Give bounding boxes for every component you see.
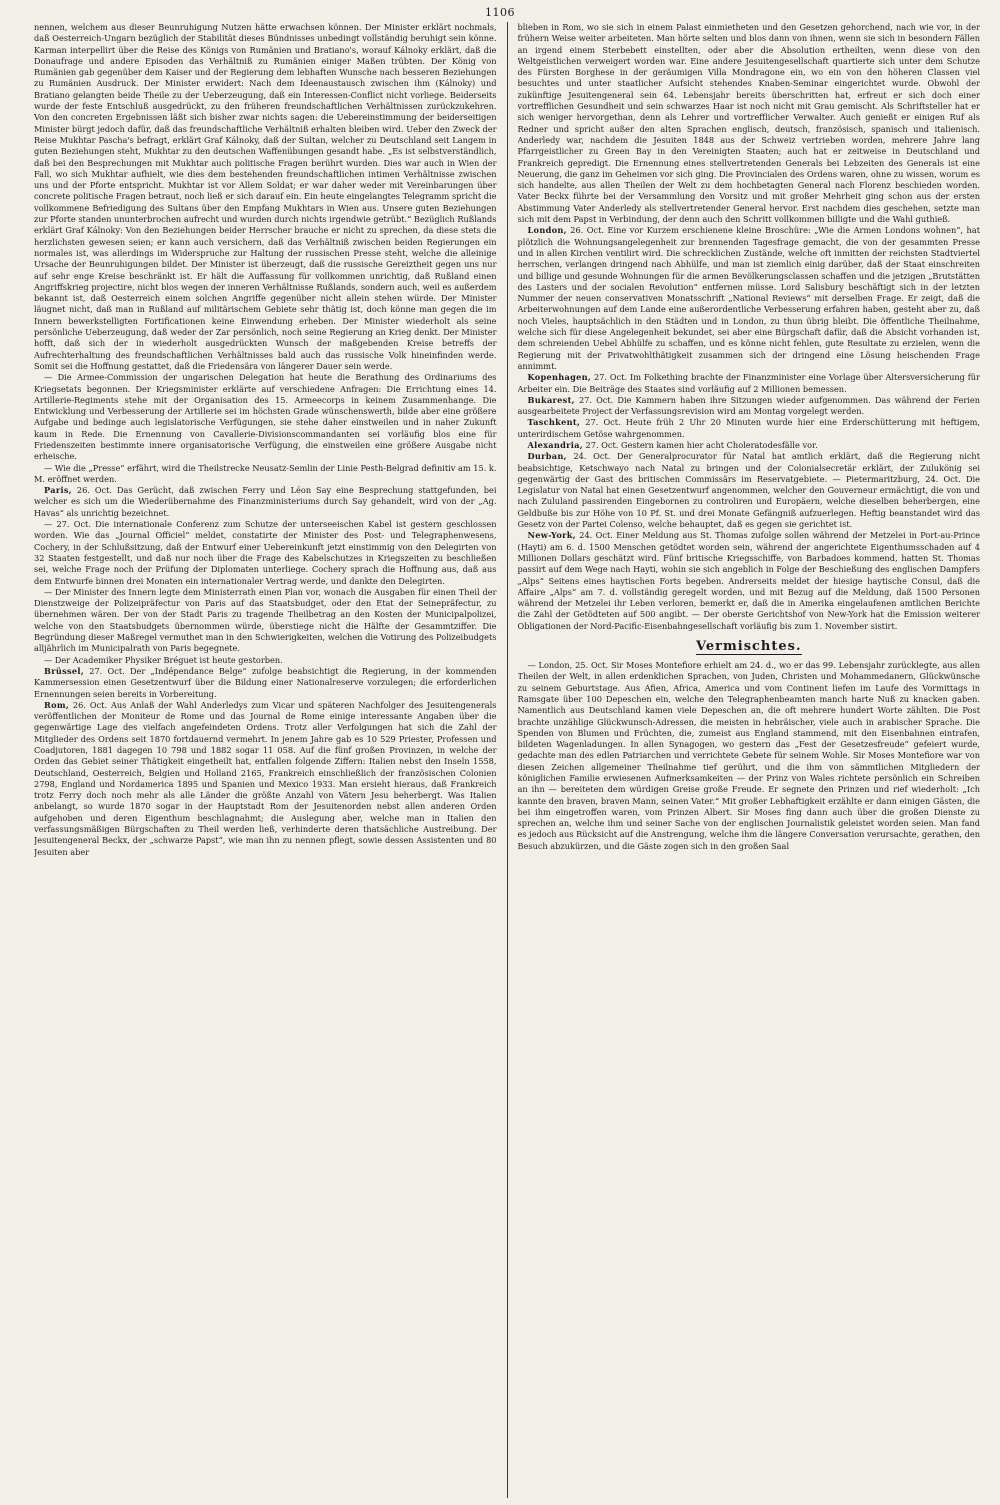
article-paragraph (518, 395, 981, 418)
paragraph-text: blieben in Rom, wo sie sich in einem Palast einmietheten und den Gesetzen gehorchend, nach wie vor, in der frühern Weise weiter arbeiteten. Man hörte selten und blos dann von ihnen, wenn sie sich in besondern Fällen an irgend einem Sterbebett einstellten, oder aber die Absolution ertheilten, wenn diese von den Weltgeistlichen verweigert worden war. Eine andere Jesuitengesellschaft quartierte sich unter dem Schutze des Fürsten Borghese in der geräumigen Villa Mondragone ein, wo ein von den höheren Classen viel besuchtes und unter staatlicher Aufsicht stehendes Knaben-Seminar eingerichtet wurde. Obwohl der zukünftige Jesuitengeneral sein 64. Lebensjahr bereits überschritten hat, erfreut er sich doch einer vortrefflichen Gesundheit und sein schwarzes Haar ist noch nicht mit Grau gemischt. Als Schriftsteller hat er sich weniger hervorgethan, denn als Lehrer und vortrefflicher Verwalter. Auch genießt er einigen Ruf als Redner und spricht außer den alten Sprachen englisch, deutsch, französisch, spanisch und italienisch. Anderledy war, nachdem die Jesuiten 1848 aus der Schweiz vertrieben worden, mehrere Jahre lang Pfarrgeistlicher zu Green Bay in den Vereinigten Staaten; auch hat er zeitweise in Deutschland und Frankreich gepredigt. Die Ernennung eines stellvertretenden Generals bei Lebzeiten des Generals ist eine Neuerung, die ganz im Geheimen vor sich ging. Die Provincialen des Ordens waren, ohne zu wissen, worum es sich handelte, aus allen Theilen der Welt zu dem hochbetagten General nach Florenz beschieden worden. Vater Beckx führte bei der Versammlung den Vorsitz und mit großer Mehrheit ging schon aus der ersten Abstimmung Vater Anderledy als stellvertretender General hervor. Erst nachdem dies geschehen, setzte man sich mit dem Papst in Verbindung, der denn auch den Schritt vollkommen billigte und die Wahl guthieß. (517, 22, 980, 225)
paragraph-text: — Der Academiker Physiker Bréguet ist heute gestorben. (44, 654, 283, 665)
paragraph-text: 27. Oct. Gestern kamen hier acht Choleratodesfälle vor. (582, 439, 818, 450)
paragraph-text: 24. Oct. Einer Meldung aus St. Thomas zufolge sollen während der Metzelei in Port-au-Prince (Hayti) am 6. d. 1500 Menschen getödtet worden sein, während der angerichtete Eigenthumsschaden auf 4 Millionen Dollars geschätzt wird. Fünf britische Kriegsschiffe, von Barbadoes kommend, hatten St. Thomas passirt auf dem Wege nach Hayti, wohin sie sich angeblich in Folge der Beschießung des englischen Dampfers „Alps“ Seitens eines haytischen Forts begeben. Andrerseits meldet der hiesige haytische Consul, daß die Affaire „Alps“ am 7. d. vollständig geregelt worden, und mit Bezug auf die Meldung, daß 1500 Personen während der Metzelei ihr Leben verloren, bemerkt er, daß die in Amerika eingelaufenen amtlichen Berichte die Zahl der Getödteten auf 500 angibt. — Der oberste Gerichtshof von New-York hat die Emission weiterer Obligationen der Nord-Pacific-Eisenbahngesellschaft vorläufig bis zum 1. November sistirt. (517, 530, 980, 631)
paragraph-text: — London, 25. Oct. Sir Moses Montefiore erhielt am 24. d., wo er das 99. Lebensjahr zurücklegte, aus allen Theilen der Welt, in allen erdenklichen Sprachen, von Juden, Christen und Mohammedanern, Glückwünsche zu seinem Geburtstage. Aus Afien, Africa, America und vom Continent liefen im Laufe des Vormittags in Ramsgate über 100 Depeschen ein, welche den Telegraphenbeamten manch harte Nuß zu knacken gaben. Namentlich aus Deutschland kamen viele Depeschen an, die oft mehrere hundert Worte zählten. Die Post brachte unzählige Glückwunsch-Adressen, die meisten in hebräischer, viele auch in arabischer Sprache. Die Spenden von Blumen und Früchten, die, zumeist aus England stammend, mit den Eisenbahnen eintrafen, bildeten Wagenladungen. In allen Synagogen, wo gestern das „Fest der Gesetzesfreude“ gefeiert wurde, gedachte man des edlen Patriarchen und verrichtete Gebete für seinem Wohle. Sir Moses Montefiore war von diesen Zeichen allgemeiner Theilnahme tief gerührt, und die ihm von sämmtlichen Mitgliedern der königlichen Familie erwiesenen Aufmerksamkeiten — der Prinz von Wales richtete persönlich ein Schreiben an ihn — bereiteten dem würdigen Greise große Freude. Er segnete den Prinzen und rief wiederholt: „Ich kannte den braven, braven Mann, seinen Vater.“ Mit großer Lebhaftigkeit erzählte er dann einigen Gästen, die bei ihm eingetroffen waren, vom Prinzen Albert. Sir Moses fing dann auch über die großen Dienste zu sprechen an, welche ihm und seiner Sache von der englischen Journalistik geleistet worden seien. Man fand es jedoch aus Rücksicht auf die Anstrengung, welche ihm die längere Conversation verursachte, gerathen, den Besuch abzukürzen, und die Gäste zogen sich in den großen Saal (517, 660, 980, 851)
left-column (34, 22, 497, 1498)
article-paragraph (34, 700, 497, 858)
paragraph-text: 27. Oct. Der „Indépendance Belge“ zufolge beabsichtigt die Regierung, in der kommenden Kammersession einen Gesetzentwurf über die Bildung einer Nationalreserve vorzulegen; die erforderlichen Ernennungen seien bereits in Vorbereitung. (34, 665, 497, 699)
article-paragraph (518, 372, 981, 395)
article-paragraph (518, 530, 981, 632)
paragraph-text: 24. Oct. Der Generalprocurator für Natal hat amtlich erklärt, daß die Regierung nicht beabsichtige, Ketschwayo nach Natal zu bringen und der Colonialsecretär erklärt, der Zulukönig sei gegenwärtig der Gast des britischen Commissärs im Reservatgebiete. — Pietermaritzburg, 24. Oct. Die Legislatur von Natal hat einen Gesetzentwurf angenommen, welcher den Gouverneur ermächtigt, die von und nach Zululand passirenden Eingebornen zu controliren und Europäern, welche dieselben beherbergen, eine Geldbuße bis zur Höhe von 10 Pf. St. und drei Monate Gefängniß aufzuerlegen. Heftig beanstandet wird das Gesetz von der Partei Colenso, welche behauptet, daß es gegen sie gerichtet ist. (517, 451, 980, 530)
article-paragraph (34, 519, 497, 587)
paragraph-text: nennen, welchem aus dieser Beunruhigung Nutzen hätte erwachsen können. Der Minister erklärt nochmals, daß Oesterreich-Ungarn bezüglich der Stabilität dieses Bündnisses unbedingt vollständig beruhigt sein könne. Karman interpellirt über die Reise des Königs von Rumänien und Bratiano's, worauf Kálnoky erklärt, daß die Donaufrage und andere Episoden das Verhältniß zu Rumänien einiger Maßen trübten. Der König von Rumänien gab gegenüber dem Kaiser und der Regierung dem lebhaften Wunsche nach besseren Beziehungen zu Rumänien Ausdruck. Der Minister erwidert: Nach dem Ideenaustausch zwischen ihm (Kálnoky) und Bratiano gelangten beide Theile zu der Ueberzeugung, daß ein Interessen-Conflict nicht vorliege. Beiderseits wurde der feste Entschluß ausgedrückt, zu den früheren freundschaftlichen Verhältnissen zurückzukehren. Von den concreten Ergebnissen läßt sich bisher zwar nichts sagen: die Uebereinstimmung der beiderseitigen Minister bürgt jedoch dafür, daß das freundschaftliche Verhältniß erhalten bleiben wird. Ueber den Zweck der Reise Mukhtar Pascha's befragt, erklärt Graf Kálnoky, daß der Sultan, welcher zu Deutschland seit Langem in guten Beziehungen steht, Mukhtar zu den deutschen Waffenübungen gesandt habe. „Es ist selbstverständlich, daß bei den Besprechungen mit Mukhtar auch politische Fragen berührt wurden. Dies war auch in Wien der Fall, wo sich Mukhtar aufhielt, wie dies dem bestehenden freundschaftlichen intimen Verhältnisse zwischen uns und der Pforte entspricht. Mukhtar ist vor Allem Soldat; er war daher weder mit Vereinbarungen über concrete politische Fragen betraut, noch ließ er sich darauf ein. Ein heute eingelangtes Telegramm spricht die vollkommene Befriedigung des Sultans über den Empfang Mukhtars in Wien aus. Unsere guten Beziehungen zur Pforte standen ununterbrochen aufrecht und wurden durch nichts irgendwie getrübt.“ Bezüglich Rußlands erklärt Graf Kálnoky: Von den Beziehungen beider Herrscher brauche er nicht zu sprechen, da diese stets die herzlichsten gewesen seien; er kann auch versichern, daß das Verhältniß zwischen beiden Regierungen ein normales ist, was allerdings im Widerspruche zur Haltung der russischen Presse steht, welche die alleinige Ursache der Beunruhigungen bildet. Der Minister ist überzeugt, daß die russische Gereiztheit gegen uns nur auf sehr enge Kreise beschränkt ist. Er hält die Auffassung für vollkommen unrichtig, daß Rußland einen Angriffskrieg projectire, nicht blos wegen der inneren Verhältnisse Rußlands, sondern auch, weil es außerdem bekannt ist, daß Oesterreich einem solchen Angriffe gegenüber nicht allein stehen würde. Der Minister läugnet nicht, daß man in Rußland auf militärischem Gebiete sehr thätig ist, doch könne man gegen die im Innern bewerkstelligten Fortificationen keine Einwendung erheben. Der Minister wiederholt als seine persönliche Ueberzeugung, daß weder der Zar persönlich, noch seine Regierung an Krieg denkt. Der Minister hofft, daß sich der in wiederholt ausgedrückten Wunsch der maßgebenden Kreise betreffs der Aufrechterhaltung des freundschaftlichen Verhältnisses bald auch das russische Volk hineinfinden werde. Somit sei die Hoffnung gestattet, daß die Friedensära von längerer Dauer sein werde. (34, 22, 497, 371)
section-heading (518, 638, 981, 656)
paragraph-text: 26. Oct. Das Gerücht, daß zwischen Ferry und Léon Say eine Besprechung stattgefunden, bei welcher es sich um die Wiederübernahme des Finanzministeriums durch Say gehandelt, wird von der „Ag. Havas“ als unrichtig bezeichnet. (34, 485, 497, 518)
paragraph-text: 27. Oct. Heute früh 2 Uhr 20 Minuten wurde hier eine Erderschütterung mit heftigem, unterirdischem Getöse wahrgenommen. (517, 417, 980, 439)
dateline: Kopenhagen, (527, 372, 592, 383)
article-paragraph (34, 463, 497, 486)
paragraph-text: — 27. Oct. Die internationale Conferenz zum Schutze der unterseeischen Kabel ist gestern geschlossen worden. Wie das „Journal Officiel“ meldet, constatirte der Minister des Post- und Telegraphenwesens, Cochery, in der Schlußsitzung, daß der Entwurf einer Uebereinkunft jetzt einstimmig von den Delegirten von 32 Staaten festgestellt, und daß nur noch über die Frage des Kabelschutzes in Kriegszeiten zu beschließen sei, welche Frage noch der Prüfung der Diplomaten unterliege. Cochery sprach die Hoffnung aus, daß aus dem Entwurfe binnen drei Monaten ein internationaler Vertrag werde, und dankte den Delegirten. (34, 519, 497, 586)
paragraph-text: 26. Oct. Eine vor Kurzem erschienene kleine Broschüre: „Wie die Armen Londons wohnen“, hat plötzlich die Wohnungsangelegenheit zur brennenden Tagesfrage gemacht, die von der gesammten Presse und in allen Kirchen ventilirt wird. Die schrecklichen Zustände, welche oft inmitten der reichsten Stadtviertel herrschen, verlangen dringend nach Abhülfe, und man ist ziemlich einig darüber, daß der Staat einschreiten und billige und gesunde Wohnungen für die armen Bevölkerungsclassen schaffen und die jetzigen „Brutstätten des Lasters und der socialen Revolution“ entfernen müsse. Lord Salisbury beschäftigt sich in der letzten Nummer der neuen conservativen Monatsschrift „National Reviews“ mit derselben Frage. Er zeigt, daß die Arbeiterwohnungen auf dem Lande eine außerordentliche Verbesserung erfahren haben, gesteht aber zu, daß noch Vieles, hauptsächlich in den Städten und in London, zu thun übrig bleibt. Die öffentliche Theilnahme, welche sich für diese Angelegenheit bekundet, sei aber eine Bürgschaft dafür, daß die Absicht vorhanden ist, dem schreienden Uebel Abhülfe zu schaffen, und es könne nicht fehlen, gute Resultate zu erzielen, wenn die Regierung mit der Privatwohlthätigkeit zusammen sich der dringend eine Lösung heischenden Frage annimmt. (517, 225, 980, 371)
paragraph-text: 26. Oct. Aus Anlaß der Wahl Anderledys zum Vicar und späteren Nachfolger des Jesuitengenerals veröffentlichen der Moniteur de Rome und das Journal de Rome einige interessante Angaben über die gegenwärtige Lage des vielfach angefeindeten Ordens. Trotz aller Verfolgungen hat sich die Zahl der Mitglieder des Ordens seit 1870 fortdauernd vermehrt. In jenem Jahre gab es 10 529 Priester, Professen und Coadjutoren, 1881 dagegen 10 798 und 1882 sogar 11 058. Auf die fünf großen Provinzen, in welche der Orden das Gebiet seiner Thätigkeit eingetheilt hat, entfallen folgende Ziffern: Italien nebst den Inseln 1558, Deutschland, Oesterreich, Belgien und Holland 2165, Frankreich einschließlich der französischen Colonien 2798, England und Nordamerica 1895 und Spanien und Mexico 1933. Man ersieht hieraus, daß Frankreich trotz Ferry doch noch mehr als alle Länder die größte Anzahl von Vätern Jesu beherbergt. Was Italien anbelangt, so wurde 1870 sogar in der Hauptstadt Rom der Jesuitenorden nebst allen anderen Orden aufgehoben und deren Eigenthum beschlagnahmt; die Auslegung aber, welche man in Italien den verfassungsmäßigen Bürgschaften zu Theil werden ließ, verhinderte deren thatsächliche Austreibung. Der Jesuitengeneral Beckx, der „schwarze Papst“, wie man ihn zu nennen pflegt, sowie dessen Assistenten und 80 Jesuiten aber (34, 699, 497, 857)
article-paragraph (518, 22, 981, 225)
paragraph-text: 27. Oct. Die Kammern haben ihre Sitzungen wieder aufgenommen. Das während der Ferien ausgearbeitete Project der Verfassungsrevision wird am Montag vorgelegt werden. (517, 394, 980, 417)
article-paragraph (518, 417, 981, 440)
paragraph-text: — Die Armee-Commission der ungarischen Delegation hat heute die Berathung des Ordinariums des Kriegsetats begonnen. Der Kriegsminister erklärte auf verschiedene Anfragen: Die Errichtung eines 14. Artillerie-Regiments stehe mit der Organisation des 15. Armeecorps in keinem Zusammenhange. Die Entwicklung und Verbesserung der Artillerie sei im höchsten Grade wünschenswerth, bilde aber eine größere Aufgabe und bedinge auch legislatorische Verfügungen, sie stehe daher einstweilen und in naher Zukunft kaum in Rede. Die Ernennung von Cavallerie-Divisionscommandanten sei vorläufig blos eine für Friedenszeiten bestimmte innere organisatorische Verfügung, die einstweilen eine größere Ausgabe nicht erheische. (34, 372, 497, 462)
article-paragraph (518, 451, 981, 530)
dateline: New-York, (527, 530, 576, 541)
dateline: Brüssel, (44, 665, 84, 676)
paragraph-text: 27. Oct. Im Folkething brachte der Finanzminister eine Vorlage über Altersversicherung für Arbeiter ein. Die Beiträge des Staates sind vorläufig auf 2 Millionen bemessen. (517, 372, 980, 394)
article-paragraph (518, 660, 981, 852)
dateline: London, (527, 225, 567, 236)
column-divider (507, 22, 508, 1498)
article-paragraph (34, 372, 497, 462)
dateline: Taschkent, (527, 417, 581, 428)
paragraph-text: — Der Minister des Innern legte dem Ministerrath einen Plan vor, wonach die Ausgaben für einen Theil der Dienstzweige der Polizeipräfectur von Paris auf das Staatsbudget, oder den Etat der Seinepräfectur, zu übernehmen wären. Der von der Stadt Paris zu tragende Theilbetrag an den Kosten der Municipalpolizei, welche von den Staatsbudgets übernommen würde, überstiege nicht die Hälfte der Gesammtziffer. Die Begründung dieser Maßregel vermuthet man in den Schwierigkeiten, welchen die Votirung des Polizeibudgets alljährlich im Municipalrath von Paris begegnete. (34, 586, 497, 654)
article-paragraph (518, 440, 981, 451)
article-paragraph (34, 666, 497, 700)
article-paragraph (34, 22, 497, 372)
article-columns (34, 22, 980, 1498)
article-paragraph (34, 655, 497, 666)
article-paragraph (34, 587, 497, 655)
dateline: Paris, (44, 485, 72, 496)
article-paragraph (34, 485, 497, 519)
paragraph-text: — Wie die „Presse“ erfährt, wird die Theilstrecke Neusatz-Semlin der Linie Pesth-Belgrad definitiv am 15. k. M. eröffnet werden. (34, 462, 497, 484)
section-heading-text: Vermischtes. (695, 639, 802, 655)
dateline: Alexandria, (527, 439, 583, 450)
dateline: Durban, (527, 451, 567, 462)
article-paragraph (518, 225, 981, 372)
right-column (518, 22, 981, 1498)
dateline: Rom, (44, 699, 69, 710)
page-number: 1106 (485, 6, 515, 19)
dateline: Bukarest, (527, 394, 575, 405)
